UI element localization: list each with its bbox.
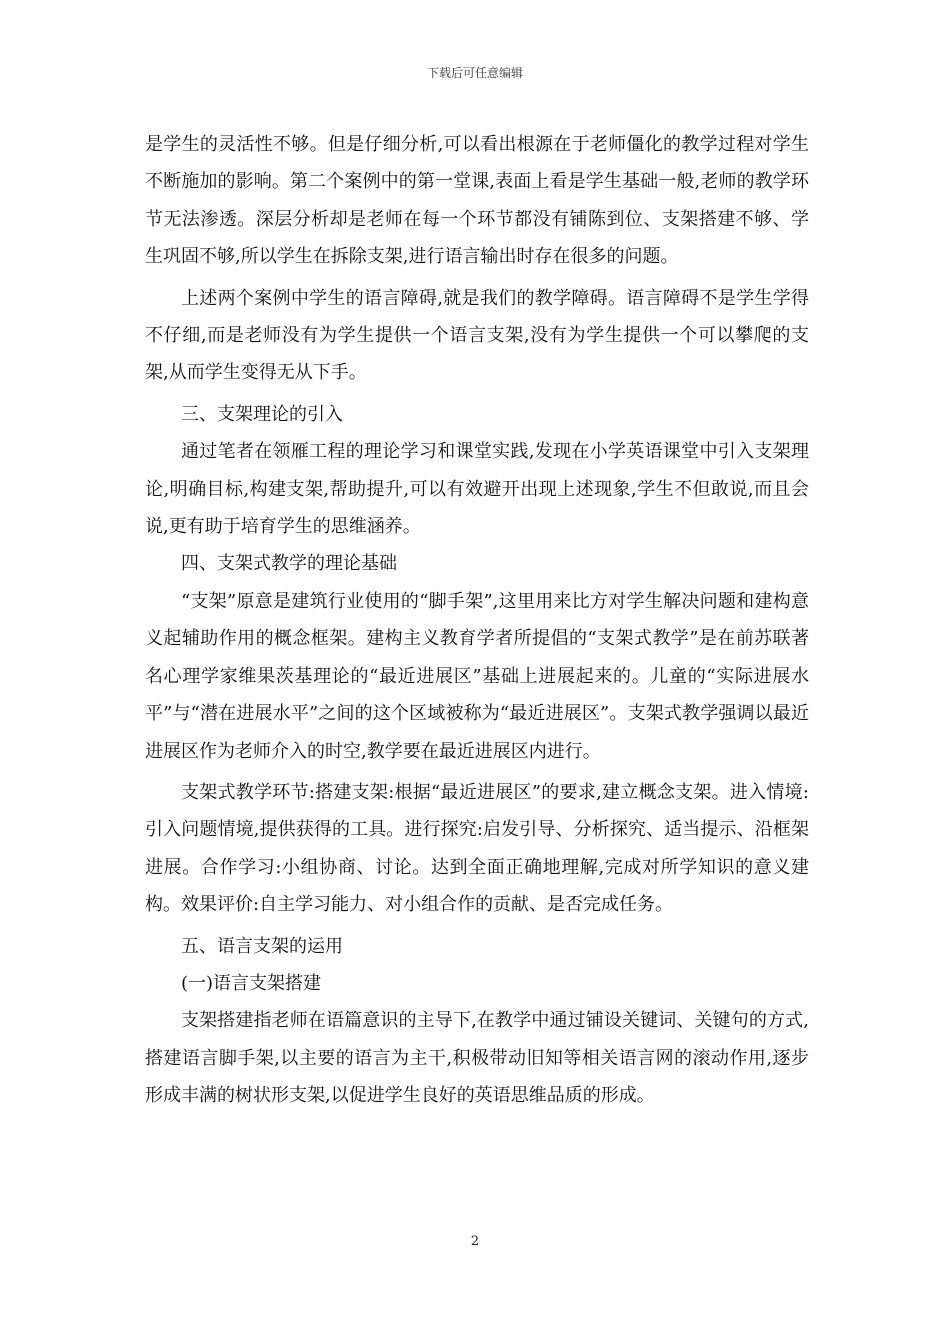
paragraph: 上述两个案例中学生的语言障碍,就是我们的教学障碍。语言障碍不是学生学得不仔细,而是老师没有为学生提供一个语言支架,没有为学生提供一个可以攀爬的支架,从而学生变得无从下手。 bbox=[145, 287, 809, 384]
paragraph: 支架搭建指老师在语篇意识的主导下,在教学中通过铺设关键词、关键句的方式,搭建语言脚手架,以主要的语言为主干,积极带动旧知等相关语言网的滚动作用,逐步形成丰满的树状形支架,以促进学生良好的英语思维品质的形成。 bbox=[145, 1010, 809, 1107]
page-number: 2 bbox=[470, 1234, 480, 1249]
section-heading: 三、支架理论的引入 bbox=[181, 403, 343, 425]
subsection-heading: (一)语言支架搭建 bbox=[181, 972, 322, 994]
paragraph: 支架式教学环节:搭建支架:根据“最近进展区”的要求,建立概念支架。进入情境:引入问题情境,提供获得的工具。进行探究:启发引导、分析探究、适当提示、沿框架进展。合作学习:小组协商、讨论。达到全面正确地理解,完成对所学知识的意义建构。效果评价:自主学习能力、对小组合作的贡献、是否完成任务。 bbox=[145, 781, 809, 916]
paragraph: 是学生的灵活性不够。但是仔细分析,可以看出根源在于老师僵化的教学过程对学生不断施加的影响。第二个案例中的第一堂课,表面上看是学生基础一般,老师的教学环节无法渗透。深层分析却是老师在每一个环节都没有铺陈到位、支架搭建不够、学生巩固不够,所以学生在拆除支架,进行语言输出时存在很多的问题。 bbox=[145, 134, 809, 268]
section-heading: 四、支架式教学的理论基础 bbox=[181, 553, 397, 575]
document-body bbox=[145, 126, 809, 1115]
section-heading: 五、语言支架的运用 bbox=[181, 935, 343, 957]
paragraph: “支架”原意是建筑行业使用的“脚手架”,这里用来比方对学生解决问题和建构意义起辅助作用的概念框架。建构主义教育学者所提倡的“支架式教学”是在前苏联著名心理学家维果茨基理论的“最近进展区”基础上进展起来的。儿童的“实际进展水平”与“潜在进展水平”之间的这个区域被称为“最近进展区”。支架式教学强调以最近进展区作为老师介入的时空,教学要在最近进展区内进行。 bbox=[145, 590, 809, 762]
paragraph: 通过笔者在领雁工程的理论学习和课堂实践,发现在小学英语课堂中引入支架理论,明确目标,构建支架,帮助提升,可以有效避开出现上述现象,学生不但敢说,而且会说,更有助于培育学生的思维涵养。 bbox=[145, 441, 809, 538]
page-header: 下载后可任意编辑 bbox=[426, 66, 523, 80]
